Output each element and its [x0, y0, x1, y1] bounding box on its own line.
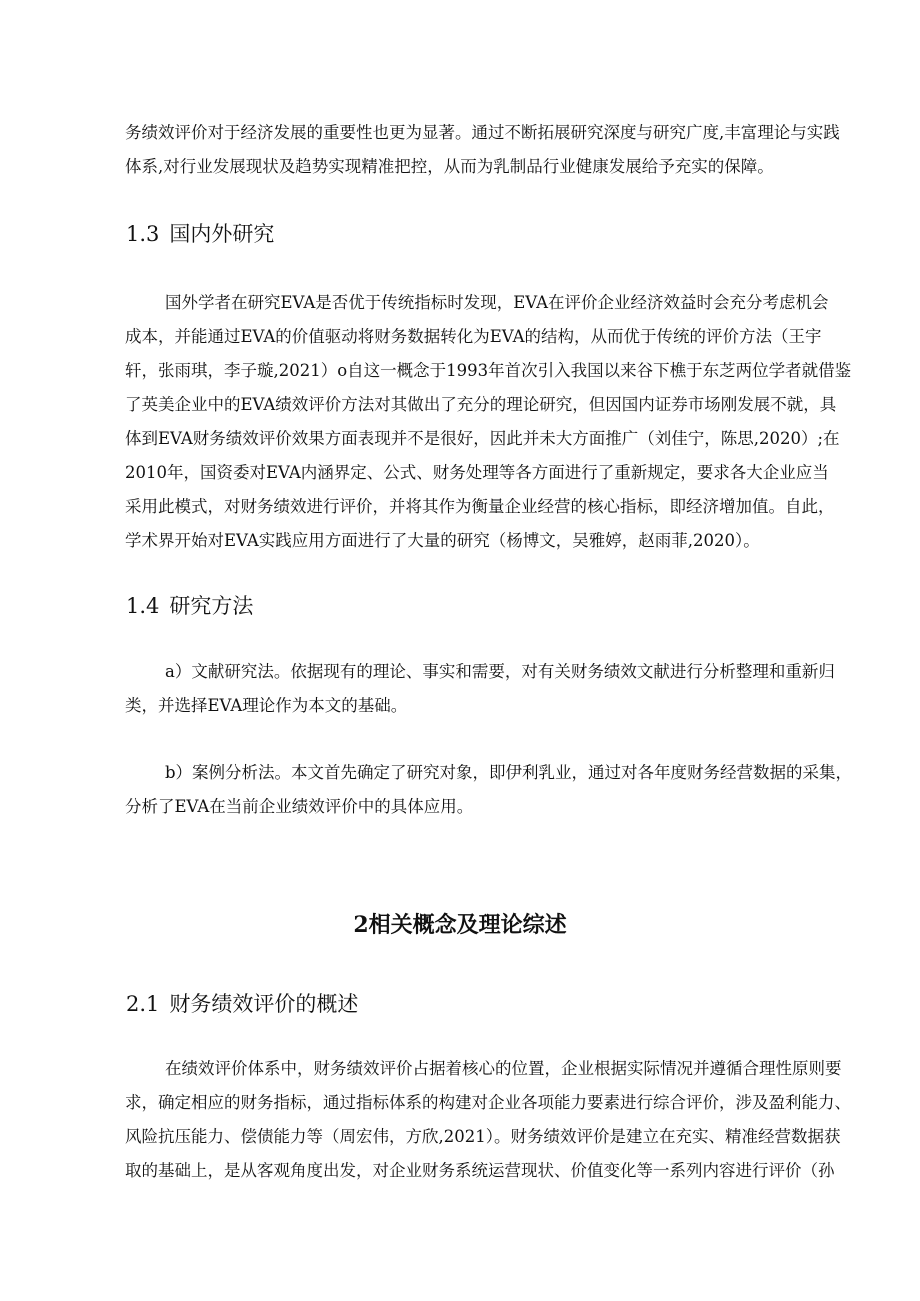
- text-line: a）文献研究法。依据现有的理论、事实和需要，对有关财务绩效文献进行分析整理和重新归: [165, 662, 835, 681]
- text-line: 求，确定相应的财务指标，通过指标体系的构建对企业各项能力要素进行综合评价，涉及盈利能力、: [125, 1093, 851, 1112]
- chapter-heading-2: [0, 908, 920, 939]
- paragraph-2-1: [125, 1052, 865, 1188]
- section-title: 财务绩效评价的概述: [169, 992, 359, 1016]
- section-title: 研究方法: [169, 594, 254, 618]
- text-line: 类，并选择EVA理论作为本文的基础。: [125, 696, 408, 715]
- text-line: 体到EVA财务绩效评价效果方面表现并不是很好，因此并未大方面推广（刘佳宁，陈思,2020）;在: [125, 429, 840, 448]
- chapter-number: 2: [353, 912, 369, 938]
- text-line: 务绩效评价对于经济发展的重要性也更为显著。通过不断拓展研究深度与研究广度,丰富理论与实践: [125, 123, 840, 142]
- text-line: 成本，并能通过EVA的价值驱动将财务数据转化为EVA的结构，从而优于传统的评价方法（王宇: [125, 327, 822, 346]
- paragraph-1-3: [125, 286, 865, 558]
- text-line: 采用此模式，对财务绩效进行评价，并将其作为衡量企业经营的核心指标，即经济增加值。自此，: [125, 497, 835, 516]
- section-title: 国内外研究: [169, 222, 275, 246]
- text-line: 体系,对行业发展现状及趋势实现精准把控，从而为乳制品行业健康发展给予充实的保障。: [125, 157, 774, 176]
- text-line: 2010年，国资委对EVA内涵界定、公式、财务处理等各方面进行了重新规定，要求各大企业应当: [125, 463, 829, 482]
- text-line: 取的基础上，是从客观角度出发，对企业财务系统运营现状、价值变化等一系列内容进行评价（孙: [125, 1161, 835, 1180]
- text-line: 学术界开始对EVA实践应用方面进行了大量的研究（杨博文，吴雅婷，赵雨菲,2020）。: [125, 531, 760, 550]
- text-line: b）案例分析法。本文首先确定了研究对象，即伊利乳业，通过对各年度财务经营数据的采集，: [165, 763, 853, 782]
- paragraph-method-b: [125, 756, 865, 824]
- section-heading-1-3: [126, 218, 274, 248]
- section-number: 2.1: [126, 992, 160, 1016]
- text-line: 在绩效评价体系中，财务绩效评价占据着核心的位置，企业根据实际情况并遵循合理性原则要: [165, 1059, 842, 1078]
- paragraph-method-a: [125, 655, 865, 723]
- section-number: 1.4: [126, 594, 160, 618]
- intro-paragraph: [125, 116, 865, 184]
- text-line: 风险抗压能力、偿债能力等（周宏伟，方欣,2021）。财务绩效评价是建立在充实、精准经营数据获: [125, 1127, 841, 1146]
- chapter-title: 相关概念及理论综述: [368, 912, 567, 938]
- text-line: 了英美企业中的EVA绩效评价方法对其做出了充分的理论研究，但因国内证券市场刚发展不就，具: [125, 395, 837, 414]
- section-heading-1-4: [126, 590, 253, 620]
- text-line: 国外学者在研究EVA是否优于传统指标时发现，EVA在评价企业经济效益时会充分考虑机会: [165, 293, 829, 312]
- section-number: 1.3: [126, 222, 160, 246]
- section-heading-2-1: [126, 988, 358, 1018]
- text-line: 分析了EVA在当前企业绩效评价中的具体应用。: [125, 797, 474, 816]
- text-line: 轩，张雨琪，李子璇,2021）o自这一概念于1993年首次引入我国以来谷下樵于东芝两位学者就借鉴: [125, 361, 852, 380]
